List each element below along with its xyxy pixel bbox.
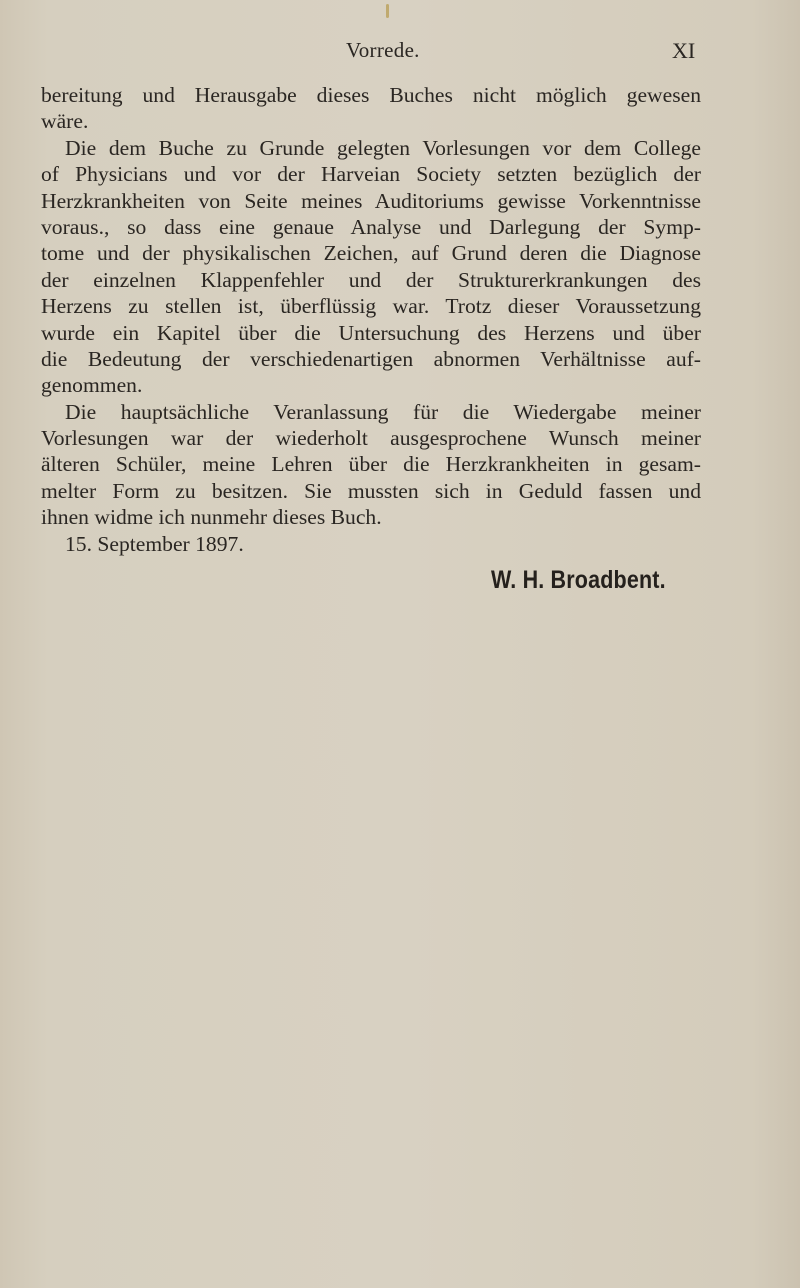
text-line: bereitung und Herausgabe dieses Buches nicht möglich gewesen xyxy=(41,83,701,107)
text-line: tome und der physikalischen Zeichen, auf Grund deren die Diagnose xyxy=(41,241,701,266)
text-line: Die dem Buche zu Grunde gelegten Vorlesungen vor dem College xyxy=(65,135,701,160)
text-line: wurde ein Kapitel über die Untersuchung des Herzens und über xyxy=(41,320,701,345)
page-header xyxy=(0,38,800,68)
text-line: Die hauptsächliche Veranlassung für die Wiedergabe meiner xyxy=(65,399,701,424)
text-line: Vorlesungen war der wiederholt ausgesprochene Wunsch meiner xyxy=(41,426,701,451)
text-line: genommen. xyxy=(41,373,143,398)
text-line: wäre. xyxy=(41,109,89,134)
text-line: Herzkrankheiten von Seite meines Auditoriums gewisse Vorkenntnisse xyxy=(41,188,701,213)
date-line: 15. September 1897. xyxy=(65,531,244,556)
text-line: Herzens zu stellen ist, überflüssig war. Trotz dieser Voraussetzung xyxy=(41,294,701,319)
text-line: die Bedeutung der verschiedenartigen abnormen Verhältnisse auf- xyxy=(41,346,701,371)
running-head: Vorrede. xyxy=(346,38,420,62)
preface-text xyxy=(41,82,701,557)
author-signature: W. H. Broadbent. xyxy=(491,566,666,594)
text-line: der einzelnen Klappenfehler und der Strukturerkrankungen des xyxy=(41,267,701,292)
text-line: älteren Schüler, meine Lehren über die Herzkrankheiten in gesam- xyxy=(41,452,701,477)
text-line: ihnen widme ich nunmehr dieses Buch. xyxy=(41,505,382,530)
text-line: melter Form zu besitzen. Sie mussten sich in Geduld fassen und xyxy=(41,478,701,503)
text-line: of Physicians und vor der Harveian Society setzten bezüglich der xyxy=(41,162,701,187)
page-number: XI xyxy=(672,38,696,63)
text-line: voraus., so dass eine genaue Analyse und Darlegung der Symp- xyxy=(41,214,701,239)
paper-speck xyxy=(386,4,389,18)
